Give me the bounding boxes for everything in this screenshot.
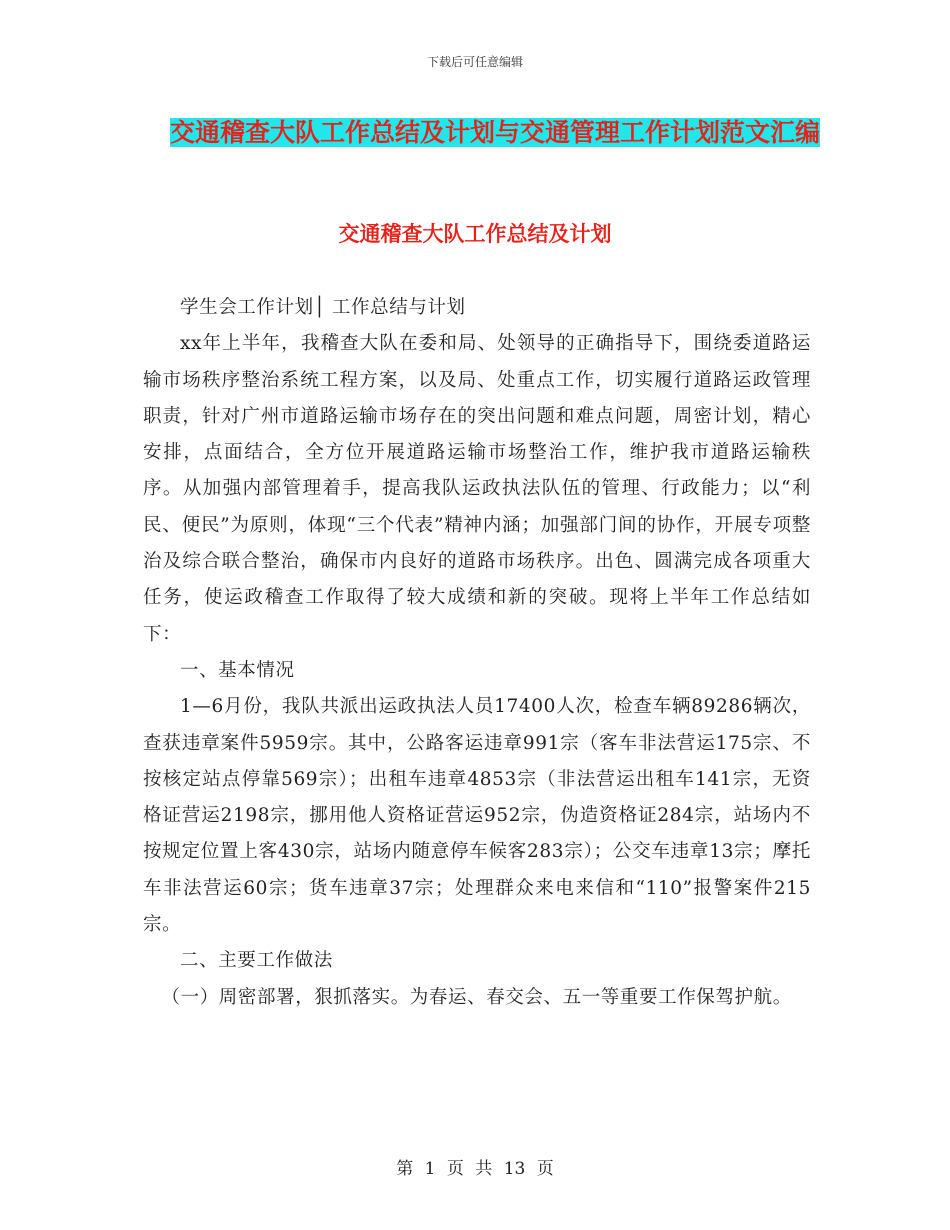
page-footer: 第 1 页 共 13 页	[396, 1159, 554, 1179]
paragraph: 二、主要工作做法	[180, 950, 333, 972]
paragraph: 学生会工作计划│ 工作总结与计划	[180, 297, 466, 318]
header-note: 下载后可任意编辑	[426, 55, 523, 69]
document-title	[170, 106, 820, 160]
paragraph: xx年上半年，我稽查大队在委和局、处领导的正确指导下，围绕委道路运输市场秩序整治系统工程方案，以及局、处重点工作，切实履行道路运政管理职责，针对广州市道路运输市场存在的突出问题和难点问题，周密计划，精心安排，点面结合，全方位开展道路运输市场整治工作，维护我市道路运输秩序。从加强内部管理着手，提高我队运政执法队伍的管理、行政能力；以“利民、便民”为原则，体现“三个代表”精神内涵；加强部门间的协作，开展专项整治及综合联合整治，确保市内良好的道路市场秩序。出色、圆满完成各项重大任务，使运政稽查工作取得了较大成绩和新的突破。现将上半年工作总结如下：	[143, 333, 811, 645]
paragraph: 一、基本情况	[180, 659, 295, 681]
section-title: 交通稽查大队工作总结及计划	[338, 222, 612, 246]
document-title-text: 交通稽查大队工作总结及计划与交通管理工作计划范文汇编	[170, 118, 821, 147]
paragraph: （一）周密部署，狠抓落实。为春运、春交会、五一等重要工作保驾护航。	[161, 986, 792, 1008]
paragraph: 1—6月份，我队共派出运政执法人员17400人次，检查车辆89286辆次，查获违章案件5959宗。其中，公路客运违章991宗（客车非法营运175宗、不按核定站点停靠569宗）；出租车违章4853宗（非法营运出租车141宗，无资格证营运2198宗，挪用他人资格证营运952宗，伪造资格证284宗，站场内不按规定位置上客430宗，站场内随意停车候客283宗）；公交车违章13宗；摩托车非法营运60宗；货车违章37宗；处理群众来电来信和“110”报警案件215宗。	[143, 696, 811, 936]
document-body	[143, 290, 811, 1016]
